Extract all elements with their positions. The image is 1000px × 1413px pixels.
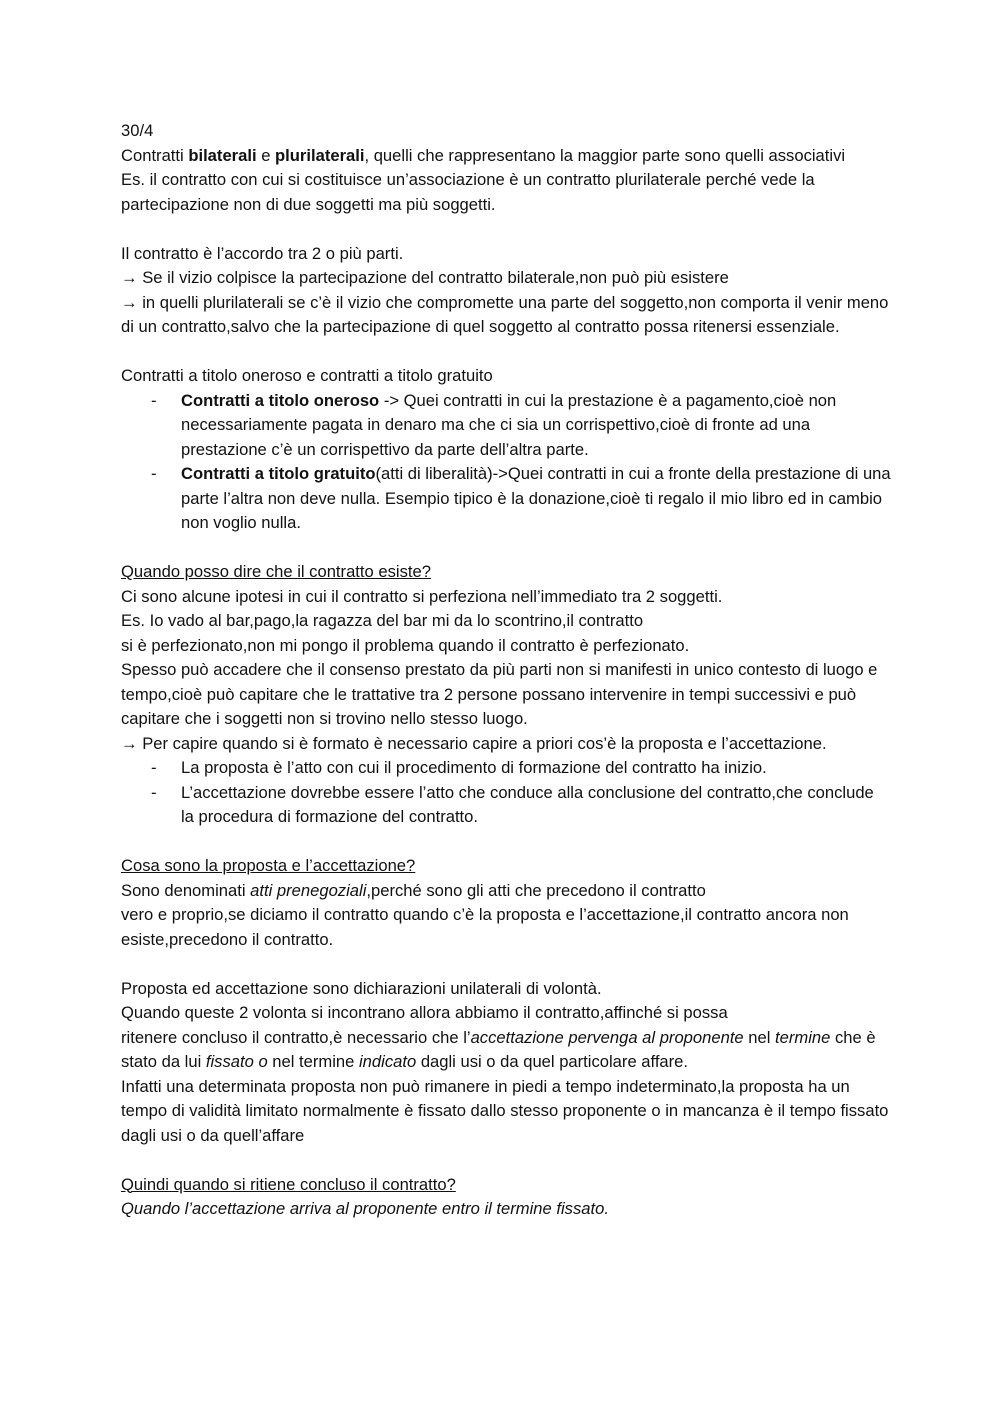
term-onerous: Contratti a titolo oneroso	[181, 390, 380, 410]
document-page	[121, 119, 891, 1222]
paragraph-bilateral-plurilateral: Contratti bilaterali e plurilaterali, quelli che rappresentano la maggior parte sono quelli associativi	[121, 145, 846, 165]
bold-bilaterali: bilaterali	[188, 145, 257, 165]
paragraph-understand: → Per capire quando si è formato è necessario capire a priori cos’è la proposta e l’accettazione.	[121, 733, 827, 753]
term-gratuitous: Contratti a titolo gratuito	[181, 464, 376, 483]
list-item: - Contratti a titolo oneroso -> Quei contratti in cui la prestazione è a pagamento,cioè non necessariamente pagata in denaro ma che ci sia un corrispettivo,cioè di fronte ad una prestazione c’è un corrispettivo da parte dell’altra parte.	[151, 390, 837, 459]
paragraph-plurilateral-vice: → in quelli plurilaterali se c’è il vizio che compromette una parte del soggetto,non comporta il venir meno di un contratto,salvo che la partecipazione di quel soggetto al contratto possa ritenersi essenziale.	[121, 292, 889, 336]
section-heading-contract-exists: Quando posso dire che il contratto esiste?	[121, 562, 431, 581]
date-label: 30/4	[121, 121, 154, 140]
paragraph-precede: vero e proprio,se diciamo il contratto quando c’è la proposta e l’accettazione,il contratto ancora non esiste,precedono il contratto.	[121, 905, 849, 949]
paragraph-example-association: Es. il contratto con cui si costituisce un’associazione è un contratto plurilaterale perché vede la partecipazione non di due soggetti ma più soggetti.	[121, 170, 815, 214]
paragraph-bilateral-vice: → Se il vizio colpisce la partecipazione del contratto bilaterale,non può più esistere	[121, 268, 729, 287]
section-heading-onerous-gratuitous: Contratti a titolo oneroso e contratti a titolo gratuito	[121, 366, 493, 385]
list-onerous-gratuitous	[121, 389, 891, 536]
paragraph-bar-example: Es. Io vado al bar,pago,la ragazza del bar mi da lo scontrino,il contratto	[121, 611, 644, 630]
section-heading-proposal-acceptance: Cosa sono la proposta e l’accettazione?	[121, 856, 416, 875]
paragraph-answer: Quando l’accettazione arriva al proponente entro il termine fissato.	[121, 1199, 609, 1218]
bold-plurilaterali: plurilaterali	[275, 145, 365, 165]
list-proposal-acceptance	[121, 756, 891, 830]
paragraph-immediate: Ci sono alcune ipotesi in cui il contratto si perfeziona nell’immediato tra 2 soggetti.	[121, 586, 723, 606]
paragraph-acceptance-term: ritenere concluso il contratto,è necessario che l’accettazione pervenga al proponente nel termine che è stato da lui fissato o nel termine indicato dagli usi o da quel particolare affare.	[121, 1027, 876, 1071]
paragraph-prenegotial: Sono denominati atti prenegoziali,perché sono gli atti che precedono il contratto	[121, 880, 706, 900]
paragraph-consent: Spesso può accadere che il consenso prestato da più parti non si manifesti in unico contesto di luogo e tempo,cioè può capitare che le trattative tra 2 persone possano intervenire in tempi successivi e può capitare che i soggetti non si trovino nello stesso luogo.	[121, 660, 878, 728]
list-item: - L’accettazione dovrebbe essere l’atto che conduce alla conclusione del contratto,che conclude la procedura di formazione del contratto.	[151, 782, 874, 826]
paragraph-perfected: si è perfezionato,non mi pongo il problema quando il contratto è perfezionato.	[121, 635, 690, 655]
list-item: - Contratti a titolo gratuito(atti di liberalità)->Quei contratti in cui a fronte della prestazione di una parte l’altra non deve nulla. Esempio tipico è la donazione,cioè ti regalo il mio libro ed in cambio non voglio nulla.	[151, 464, 891, 532]
section-heading-concluded: Quindi quando si ritiene concluso il contratto?	[121, 1174, 456, 1194]
paragraph-validity: Infatti una determinata proposta non può rimanere in piedi a tempo indeterminato,la proposta ha un tempo di validità limitato normalmente è fissato dallo stesso proponente o in mancanza è il tempo fissato dagli usi o da quell’affare	[121, 1076, 889, 1145]
italic-atti-prenegoziali: atti prenegoziali	[250, 880, 367, 900]
paragraph-contract-definition: Il contratto è l’accordo tra 2 o più parti.	[121, 243, 404, 263]
list-item: - La proposta è l’atto con cui il procedimento di formazione del contratto ha inizio.	[151, 758, 767, 777]
paragraph-wills-meet: Quando queste 2 volonta si incontrano allora abbiamo il contratto,affinché si possa	[121, 1003, 728, 1022]
paragraph-unilateral: Proposta ed accettazione sono dichiarazioni unilaterali di volontà.	[121, 978, 602, 998]
